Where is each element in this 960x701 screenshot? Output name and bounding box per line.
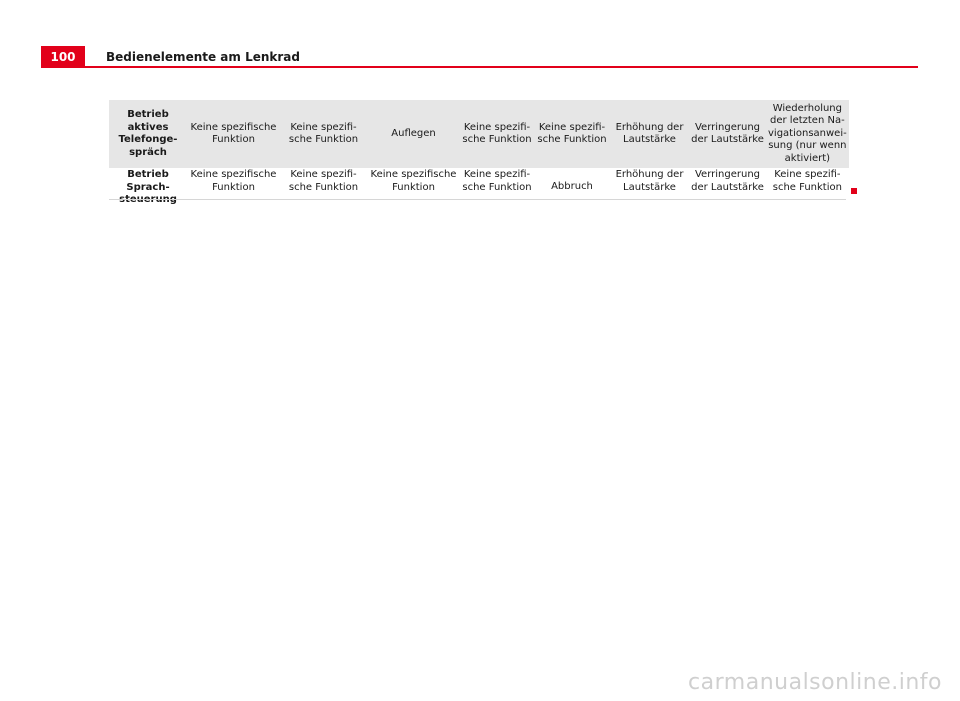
table-cell: Keine spezifi-sche Funktion [766,168,849,207]
function-table [109,100,849,207]
table-cell: Erhöhung der Lautstärke [610,100,689,168]
header-rule [85,66,918,68]
table-cell: Erhöhung der Lautstärke [610,168,689,207]
table-row [109,100,849,168]
end-of-section-square-icon [851,188,857,194]
table-cell: Keine spezifische Funktion [187,100,280,168]
table-bottom-rule [109,199,846,200]
row-label-call: Betrieb aktives Telefonge-spräch [109,100,187,168]
page-header [0,0,960,70]
table-cell: Verringerung der Lautstärke [689,100,766,168]
table-cell: Auflegen [367,100,460,168]
table-cell: Keine spezifi-sche Funktion [534,100,610,168]
table-cell: Verringerung der Lautstärke [689,168,766,207]
watermark: carmanualsonline.info [688,670,942,695]
table-cell: Keine spezifi-sche Funktion [460,100,534,168]
table-cell: Keine spezifi-sche Funktion [460,168,534,207]
row-label-voice: Betrieb Sprach- [109,168,187,207]
table-cell: Wiederholung der letzten Na-vigationsanwei-sung (nur wenn aktiviert) [766,100,849,168]
table-cell: Keine spezifi-sche Funktion [280,100,367,168]
page-title: Bedienelemente am Lenkrad [106,50,300,64]
page-number: 100 [41,46,85,68]
table-row [109,168,849,207]
table-cell: Keine spezifi-sche Funktion [280,168,367,207]
table-cell: Keine spezifische Funktion [187,168,280,207]
table-cell: Abbruch [534,168,610,207]
table-cell: Keine spezifische Funktion [367,168,460,207]
